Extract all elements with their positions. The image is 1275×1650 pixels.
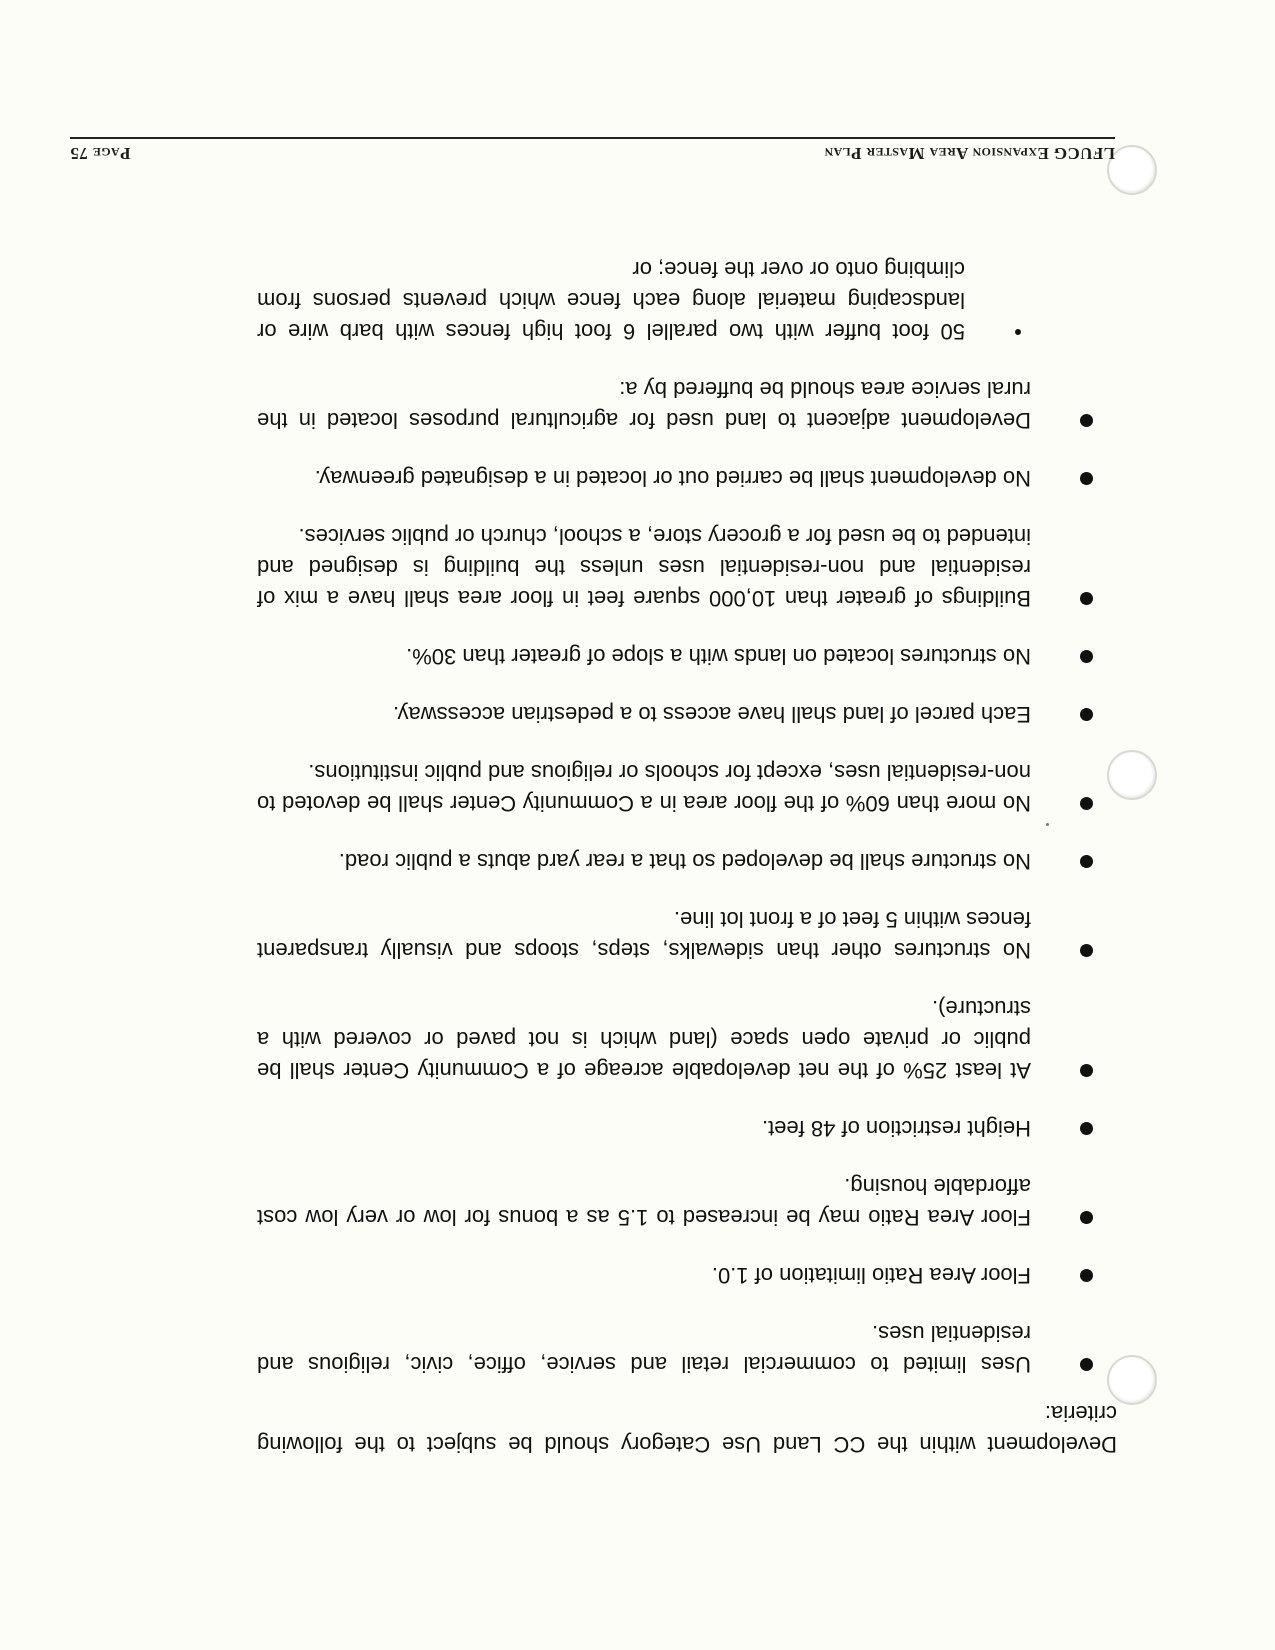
list-item bbox=[257, 521, 1117, 614]
page-body bbox=[257, 254, 1117, 1460]
list-item-text: No structures located on lands with a slope of greater than 30%. bbox=[406, 644, 1031, 669]
list-item bbox=[257, 993, 1117, 1086]
bullet-icon bbox=[1080, 708, 1093, 721]
list-item-text: At least 25% of the net developable acreage of a Community Center shall be public or private open space (land which is not paved or covered with a structure). bbox=[257, 996, 1031, 1083]
sub-criteria-list bbox=[257, 254, 1117, 347]
list-item bbox=[257, 846, 1117, 877]
small-bullet-icon bbox=[1015, 329, 1021, 335]
list-item-text: No structure shall be developed so that a rear yard abuts a public road. bbox=[338, 849, 1031, 874]
list-item bbox=[257, 757, 1117, 819]
bullet-icon bbox=[1080, 855, 1093, 868]
list-item bbox=[257, 374, 1117, 436]
list-item-text: Uses limited to commercial retail and service, office, civic, religious and residential uses. bbox=[257, 1321, 1031, 1377]
list-item bbox=[257, 1260, 1117, 1291]
list-item bbox=[257, 1171, 1117, 1233]
list-item bbox=[257, 641, 1117, 672]
list-item-text: No more than 60% of the floor area in a Community Center shall be devoted to non-residential uses, except for schools or religious and public institutions. bbox=[257, 760, 1031, 816]
bullet-icon bbox=[1080, 1211, 1093, 1224]
bullet-icon bbox=[1080, 797, 1093, 810]
list-item-text: Floor Area Ratio may be increased to 1.5 as a bonus for low or very low cost affordable housing. bbox=[257, 1174, 1031, 1230]
document-title: LFUCG Expansion Area Master Plan bbox=[824, 144, 1115, 163]
page-number: Page 75 bbox=[70, 144, 131, 163]
list-item-text: Development adjacent to land used for agricultural purposes located in the rural service area should be buffered by a: bbox=[257, 377, 1031, 433]
list-item bbox=[257, 463, 1117, 494]
list-item-text: No structures other than sidewalks, steps, stoops and visually transparent fences within 5 feet of a front lot line. bbox=[257, 907, 1031, 963]
sub-list-item bbox=[257, 254, 1117, 347]
list-item-text: No development shall be carried out or located in a designated greenway. bbox=[314, 466, 1031, 491]
sub-list-item-text: 50 foot buffer with two parallel 6 foot high fences with barb wire or landscaping material along each fence which prevents persons from climbing onto or over the fence; or bbox=[257, 257, 965, 344]
list-item bbox=[257, 1318, 1117, 1380]
list-item bbox=[257, 1113, 1117, 1144]
list-item-text: Buildings of greater than 10,000 square feet in floor area shall have a mix of residential and non-residential uses unless the building is designed and intended to be used for a grocery store, a school, church or public services. bbox=[257, 524, 1031, 611]
criteria-list bbox=[257, 374, 1117, 1380]
bullet-icon bbox=[1080, 1064, 1093, 1077]
bullet-icon bbox=[1080, 1358, 1093, 1371]
bullet-icon bbox=[1080, 472, 1093, 485]
bullet-icon bbox=[1080, 1269, 1093, 1282]
bullet-icon bbox=[1080, 650, 1093, 663]
list-item bbox=[257, 904, 1117, 966]
bullet-icon bbox=[1080, 944, 1093, 957]
bullet-icon bbox=[1080, 1122, 1093, 1135]
intro-paragraph: Development within the CC Land Use Category should be subject to the following criteria: bbox=[257, 1401, 1117, 1457]
page-header bbox=[70, 137, 1115, 163]
list-item-text: Each parcel of land shall have access to a pedestrian accessway. bbox=[393, 702, 1031, 727]
bullet-icon bbox=[1080, 592, 1093, 605]
list-item bbox=[257, 699, 1117, 730]
bullet-icon bbox=[1080, 414, 1093, 427]
list-item-text: Floor Area Ratio limitation of 1.0. bbox=[711, 1263, 1031, 1288]
list-item-text: Height restriction of 48 feet. bbox=[761, 1116, 1031, 1141]
